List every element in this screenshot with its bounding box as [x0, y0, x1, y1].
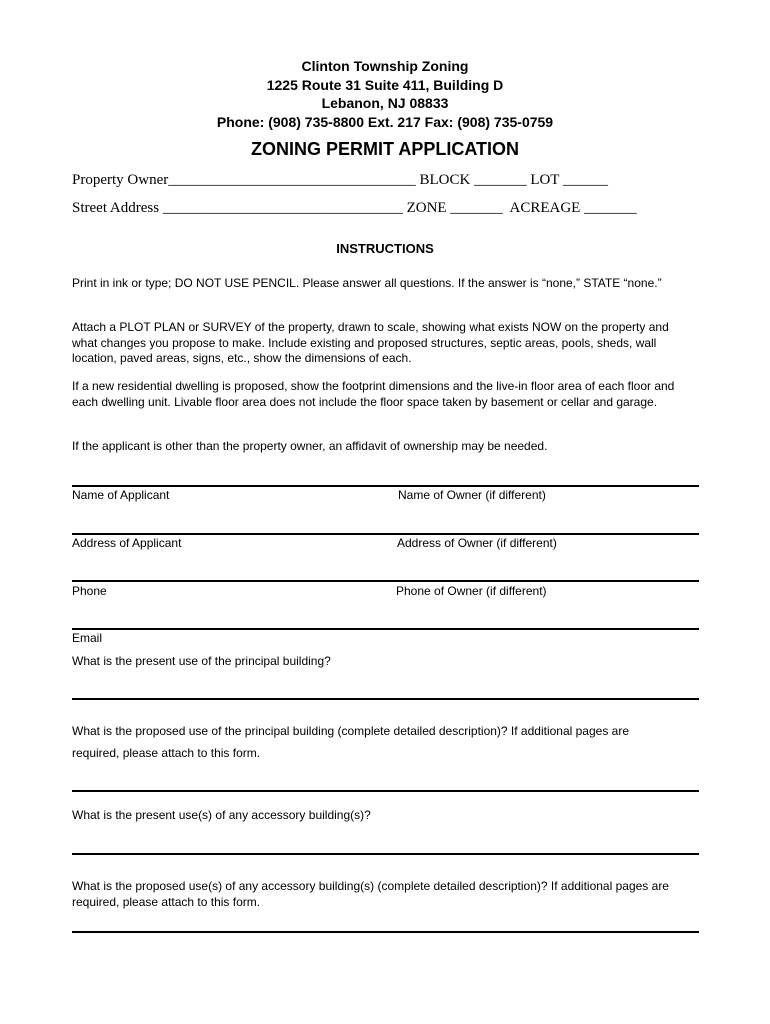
property-owner-row[interactable]: Property Owner_________________________________ BLOCK _______ LOT ______ [72, 172, 608, 188]
name-of-owner-field[interactable]: Name of Owner (if different) [398, 488, 546, 502]
proposed-use-accessory-question: What is the proposed use(s) of any accessory building(s) (complete detailed description)? If additional pages are required, please attach to this form. [72, 879, 669, 909]
instruction-paragraph-2: Attach a PLOT PLAN or SURVEY of the property, drawn to scale, showing what exists NOW on the property and what changes you propose to make. Include existing and proposed structures, septic areas, pools, sheds, wall location, paved areas, signs, etc., show the dimensions of each. [72, 320, 669, 365]
instructions-heading: INSTRUCTIONS [336, 241, 434, 256]
office-header [0, 57, 770, 131]
instruction-paragraph-1: Print in ink or type; DO NOT USE PENCIL. Please answer all questions. If the answer is “none,” STATE “none.” [72, 276, 662, 290]
proposed-use-principal-question: What is the proposed use of the principal building (complete detailed description)? If additional pages are [72, 724, 630, 738]
field-divider [72, 485, 699, 487]
field-divider [72, 533, 699, 535]
field-divider [72, 628, 699, 630]
email-field[interactable]: Email [72, 631, 103, 645]
form-title: ZONING PERMIT APPLICATION [251, 139, 519, 159]
proposed-use-principal-question-cont: required, please attach to this form. [72, 746, 261, 760]
instruction-paragraph-3: If a new residential dwelling is proposed, show the footprint dimensions and the live-in floor area of each floor and each dwelling unit. Livable floor area does not include the floor space taken by basement or cellar and garage. [72, 379, 675, 409]
answer-line[interactable] [72, 698, 699, 700]
office-contact: Phone: (908) 735-8800 Ext. 217 Fax: (908) 735-0759 [216, 113, 554, 130]
field-divider [72, 580, 699, 582]
name-of-applicant-field[interactable]: Name of Applicant [72, 488, 170, 502]
instruction-paragraph-4: If the applicant is other than the property owner, an affidavit of ownership may be needed. [72, 439, 548, 453]
office-address-line-1: 1225 Route 31 Suite 411, Building D [266, 76, 504, 93]
answer-line[interactable] [72, 790, 699, 792]
phone-of-owner-field[interactable]: Phone of Owner (if different) [396, 584, 547, 598]
answer-line[interactable] [72, 931, 699, 933]
answer-line[interactable] [72, 853, 699, 855]
address-of-owner-field[interactable]: Address of Owner (if different) [397, 536, 557, 550]
present-use-principal-question: What is the present use of the principal building? [72, 654, 331, 668]
address-of-applicant-field[interactable]: Address of Applicant [72, 536, 182, 550]
present-use-accessory-question: What is the present use(s) of any accessory building(s)? [72, 808, 371, 822]
street-address-row[interactable]: Street Address ________________________________ ZONE _______ ACREAGE _______ [72, 200, 637, 216]
office-address-line-2: Lebanon, NJ 08833 [321, 95, 449, 111]
office-name: Clinton Township Zoning [301, 58, 469, 74]
phone-field[interactable]: Phone [72, 584, 107, 598]
